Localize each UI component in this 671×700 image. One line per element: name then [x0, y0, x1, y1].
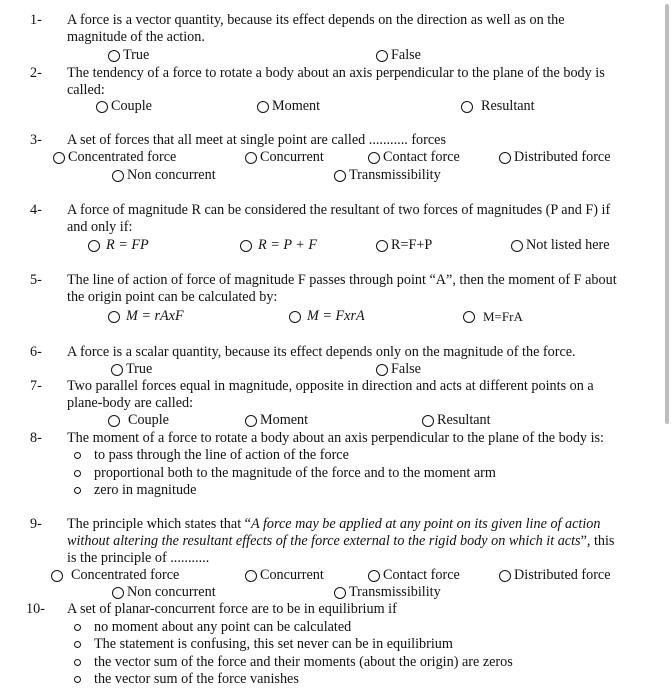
q10-option-4[interactable]: the vector sum of the force vanishes — [74, 671, 299, 688]
radio-circle-icon[interactable] — [108, 311, 120, 323]
question-number: 2- — [30, 65, 42, 81]
radio-circle-icon[interactable] — [499, 152, 511, 164]
bullet-circle-icon — [74, 452, 81, 459]
q3-option-concentrated[interactable]: Concentrated force — [53, 149, 176, 166]
question-text: A set of forces that all meet at single point are called ........... forces — [67, 132, 446, 148]
q5-option-b[interactable]: M = FxrA — [289, 308, 365, 325]
q2-option-couple[interactable]: Couple — [96, 98, 152, 115]
radio-circle-icon[interactable] — [245, 152, 257, 164]
q1-option-false[interactable]: False — [376, 47, 421, 64]
question-number: 8- — [30, 430, 42, 446]
radio-circle-icon[interactable] — [368, 152, 380, 164]
q6-option-true[interactable]: True — [111, 361, 152, 378]
scrollbar[interactable] — [665, 4, 669, 424]
radio-circle-icon[interactable] — [376, 240, 388, 252]
question-text: The moment of a force to rotate a body about an axis perpendicular to the plane of the body is: — [67, 430, 604, 446]
q6-option-false[interactable]: False — [376, 361, 421, 378]
q9-option-concentrated[interactable]: Concentrated force — [51, 567, 179, 584]
bullet-circle-icon — [74, 659, 81, 666]
q8-option-1[interactable]: to pass through the line of action of the force — [74, 447, 349, 464]
radio-circle-icon[interactable] — [240, 240, 252, 252]
q9-option-non-concurrent[interactable]: Non concurrent — [112, 584, 216, 601]
question-text: The tendency of a force to rotate a body about an axis perpendicular to the plane of the body is called: — [67, 65, 605, 98]
radio-circle-icon[interactable] — [108, 415, 120, 427]
radio-circle-icon[interactable] — [111, 364, 123, 376]
question-number: 6- — [30, 344, 42, 360]
q9-option-concurrent[interactable]: Concurrent — [245, 567, 324, 584]
radio-circle-icon[interactable] — [112, 170, 124, 182]
q7-option-couple[interactable]: Couple — [108, 412, 169, 429]
q10-option-3[interactable]: the vector sum of the force and their moments (about the origin) are zeros — [74, 654, 513, 671]
question-text: The principle which states that “A force may be applied at any point on its given line of action without altering the resultant effects of the force external to the rigid body on which it acts”, this is the principle of ........... — [67, 516, 615, 566]
question-text: A force of magnitude R can be considered the resultant of two forces of magnitudes (P and F) if and only if: — [67, 202, 611, 235]
q3-option-non-concurrent[interactable]: Non concurrent — [112, 167, 216, 184]
radio-circle-icon[interactable] — [51, 570, 63, 582]
radio-circle-icon[interactable] — [112, 587, 124, 599]
radio-circle-icon[interactable] — [463, 311, 475, 323]
radio-circle-icon[interactable] — [96, 101, 108, 113]
q4-option-d[interactable]: Not listed here — [511, 237, 610, 254]
radio-circle-icon[interactable] — [461, 101, 473, 113]
q3-option-concurrent[interactable]: Concurrent — [245, 149, 324, 166]
radio-circle-icon[interactable] — [245, 570, 257, 582]
q3-option-contact[interactable]: Contact force — [368, 149, 460, 166]
q2-option-resultant[interactable]: Resultant — [461, 98, 535, 115]
q7-option-moment[interactable]: Moment — [245, 412, 308, 429]
radio-circle-icon[interactable] — [334, 587, 346, 599]
bullet-circle-icon — [74, 676, 81, 683]
radio-circle-icon[interactable] — [257, 101, 269, 113]
radio-circle-icon[interactable] — [53, 152, 65, 164]
q1-option-true[interactable]: True — [108, 47, 149, 64]
question-number: 10- — [26, 601, 45, 617]
radio-circle-icon[interactable] — [245, 415, 257, 427]
question-number: 5- — [30, 272, 42, 288]
radio-circle-icon[interactable] — [368, 570, 380, 582]
q9-option-contact[interactable]: Contact force — [368, 567, 460, 584]
q5-option-c[interactable]: M=FrA — [463, 308, 523, 325]
question-text: A force is a vector quantity, because its effect depends on the direction as well as on the magnitude of the action. — [67, 12, 565, 45]
question-number: 7- — [30, 378, 42, 394]
bullet-circle-icon — [74, 470, 81, 477]
radio-circle-icon[interactable] — [511, 240, 523, 252]
q9-option-transmissibility[interactable]: Transmissibility — [334, 584, 441, 601]
question-number: 1- — [30, 12, 42, 28]
radio-circle-icon[interactable] — [108, 50, 120, 62]
q2-option-moment[interactable]: Moment — [257, 98, 320, 115]
radio-circle-icon[interactable] — [289, 311, 301, 323]
q10-option-2[interactable]: The statement is confusing, this set never can be in equilibrium — [74, 636, 453, 653]
q3-option-distributed[interactable]: Distributed force — [499, 149, 611, 166]
q8-option-3[interactable]: zero in magnitude — [74, 482, 196, 499]
question-number: 3- — [30, 132, 42, 148]
bullet-circle-icon — [74, 487, 81, 494]
radio-circle-icon[interactable] — [422, 415, 434, 427]
question-number: 4- — [30, 202, 42, 218]
question-text: The line of action of force of magnitude F passes through point “A”, then the moment of F about the origin point can be calculated by: — [67, 272, 617, 305]
q3-option-transmissibility[interactable]: Transmissibility — [334, 167, 441, 184]
q4-option-b[interactable]: R = P + F — [240, 237, 317, 254]
q9-option-distributed[interactable]: Distributed force — [499, 567, 611, 584]
question-text: Two parallel forces equal in magnitude, opposite in direction and acts at different points on a plane-body are called: — [67, 378, 594, 411]
q7-option-resultant[interactable]: Resultant — [422, 412, 491, 429]
q5-option-a[interactable]: M = rAxF — [108, 308, 184, 325]
question-text: A force is a scalar quantity, because its effect depends only on the magnitude of the force. — [67, 344, 576, 360]
bullet-circle-icon — [74, 624, 81, 631]
radio-circle-icon[interactable] — [499, 570, 511, 582]
radio-circle-icon[interactable] — [376, 50, 388, 62]
q4-option-a[interactable]: R = FP — [88, 237, 149, 254]
question-text: A set of planar-concurrent force are to be in equilibrium if — [67, 601, 397, 617]
q10-option-1[interactable]: no moment about any point can be calculated — [74, 619, 351, 636]
radio-circle-icon[interactable] — [376, 364, 388, 376]
q4-option-c[interactable]: R=F+P — [376, 237, 432, 254]
radio-circle-icon[interactable] — [88, 240, 100, 252]
radio-circle-icon[interactable] — [334, 170, 346, 182]
bullet-circle-icon — [74, 641, 81, 648]
question-number: 9- — [30, 516, 42, 532]
q8-option-2[interactable]: proportional both to the magnitude of the force and to the moment arm — [74, 465, 496, 482]
